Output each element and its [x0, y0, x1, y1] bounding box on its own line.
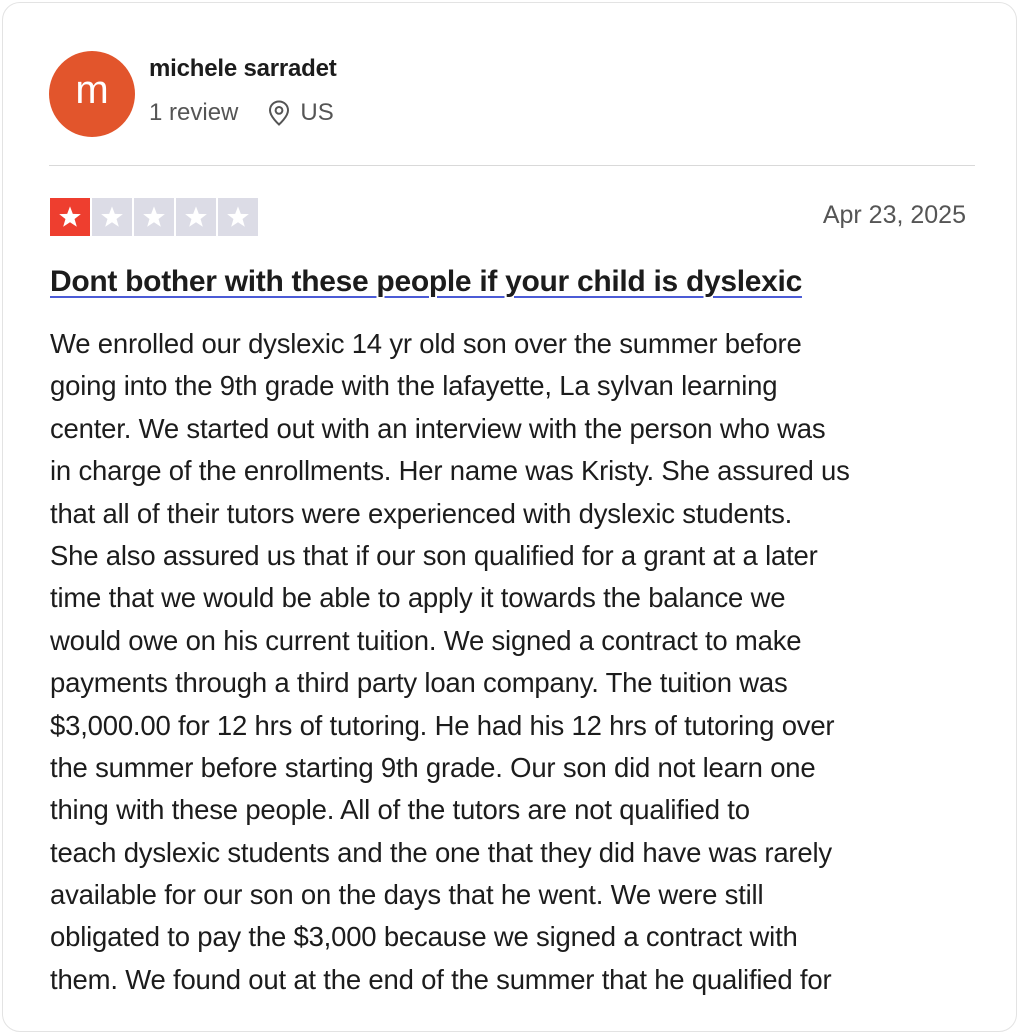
reviewer-meta	[149, 98, 334, 128]
review-body-line: in charge of the enrollments. Her name was Kristy. She assured us	[50, 455, 850, 487]
review-body-line: payments through a third party loan company. The tuition was	[50, 667, 788, 699]
star-filled-icon	[50, 198, 90, 236]
review-body-line: teach dyslexic students and the one that they did have was rarely	[50, 836, 832, 868]
review-count: 1 review	[149, 99, 239, 126]
star-empty-icon	[176, 198, 216, 236]
star-rating	[50, 198, 258, 236]
review-title[interactable]: Dont bother with these people if your child is dyslexic	[50, 265, 802, 298]
review-body-line: the summer before starting 9th grade. Our son did not learn one	[50, 751, 816, 783]
review-body	[50, 323, 980, 1001]
star-empty-icon	[134, 198, 174, 236]
review-card	[2, 2, 1017, 1032]
review-body-line: going into the 9th grade with the lafayette, La sylvan learning	[50, 370, 778, 402]
review-body-line: She also assured us that if our son qualified for a grant at a later	[50, 539, 818, 571]
star-empty-icon	[92, 198, 132, 236]
divider	[49, 165, 975, 166]
reviewer-name[interactable]: michele sarradet	[149, 55, 337, 82]
star-empty-icon	[218, 198, 258, 236]
review-body-line: that all of their tutors were experienced with dyslexic students.	[50, 497, 793, 529]
avatar-letter: m	[75, 68, 109, 112]
review-body-line: time that we would be able to apply it towards the balance we	[50, 582, 786, 614]
location-pin-icon	[268, 100, 290, 126]
review-body-line: We enrolled our dyslexic 14 yr old son over the summer before	[50, 328, 802, 359]
review-body-line: thing with these people. All of the tutors are not qualified to	[50, 794, 750, 826]
review-body-line: available for our son on the days that he went. We were still	[50, 879, 764, 911]
avatar[interactable]	[49, 51, 135, 137]
review-body-line: would owe on his current tuition. We signed a contract to make	[50, 624, 802, 656]
reviewer-country: US	[300, 99, 334, 126]
review-body-line: them. We found out at the end of the summer that he qualified for	[50, 963, 832, 995]
review-body-line: obligated to pay the $3,000 because we signed a contract with	[50, 921, 798, 953]
review-date: Apr 23, 2025	[822, 201, 966, 229]
review-body-line: center. We started out with an interview with the person who was	[50, 412, 826, 444]
review-body-line: $3,000.00 for 12 hrs of tutoring. He had his 12 hrs of tutoring over	[50, 709, 835, 741]
